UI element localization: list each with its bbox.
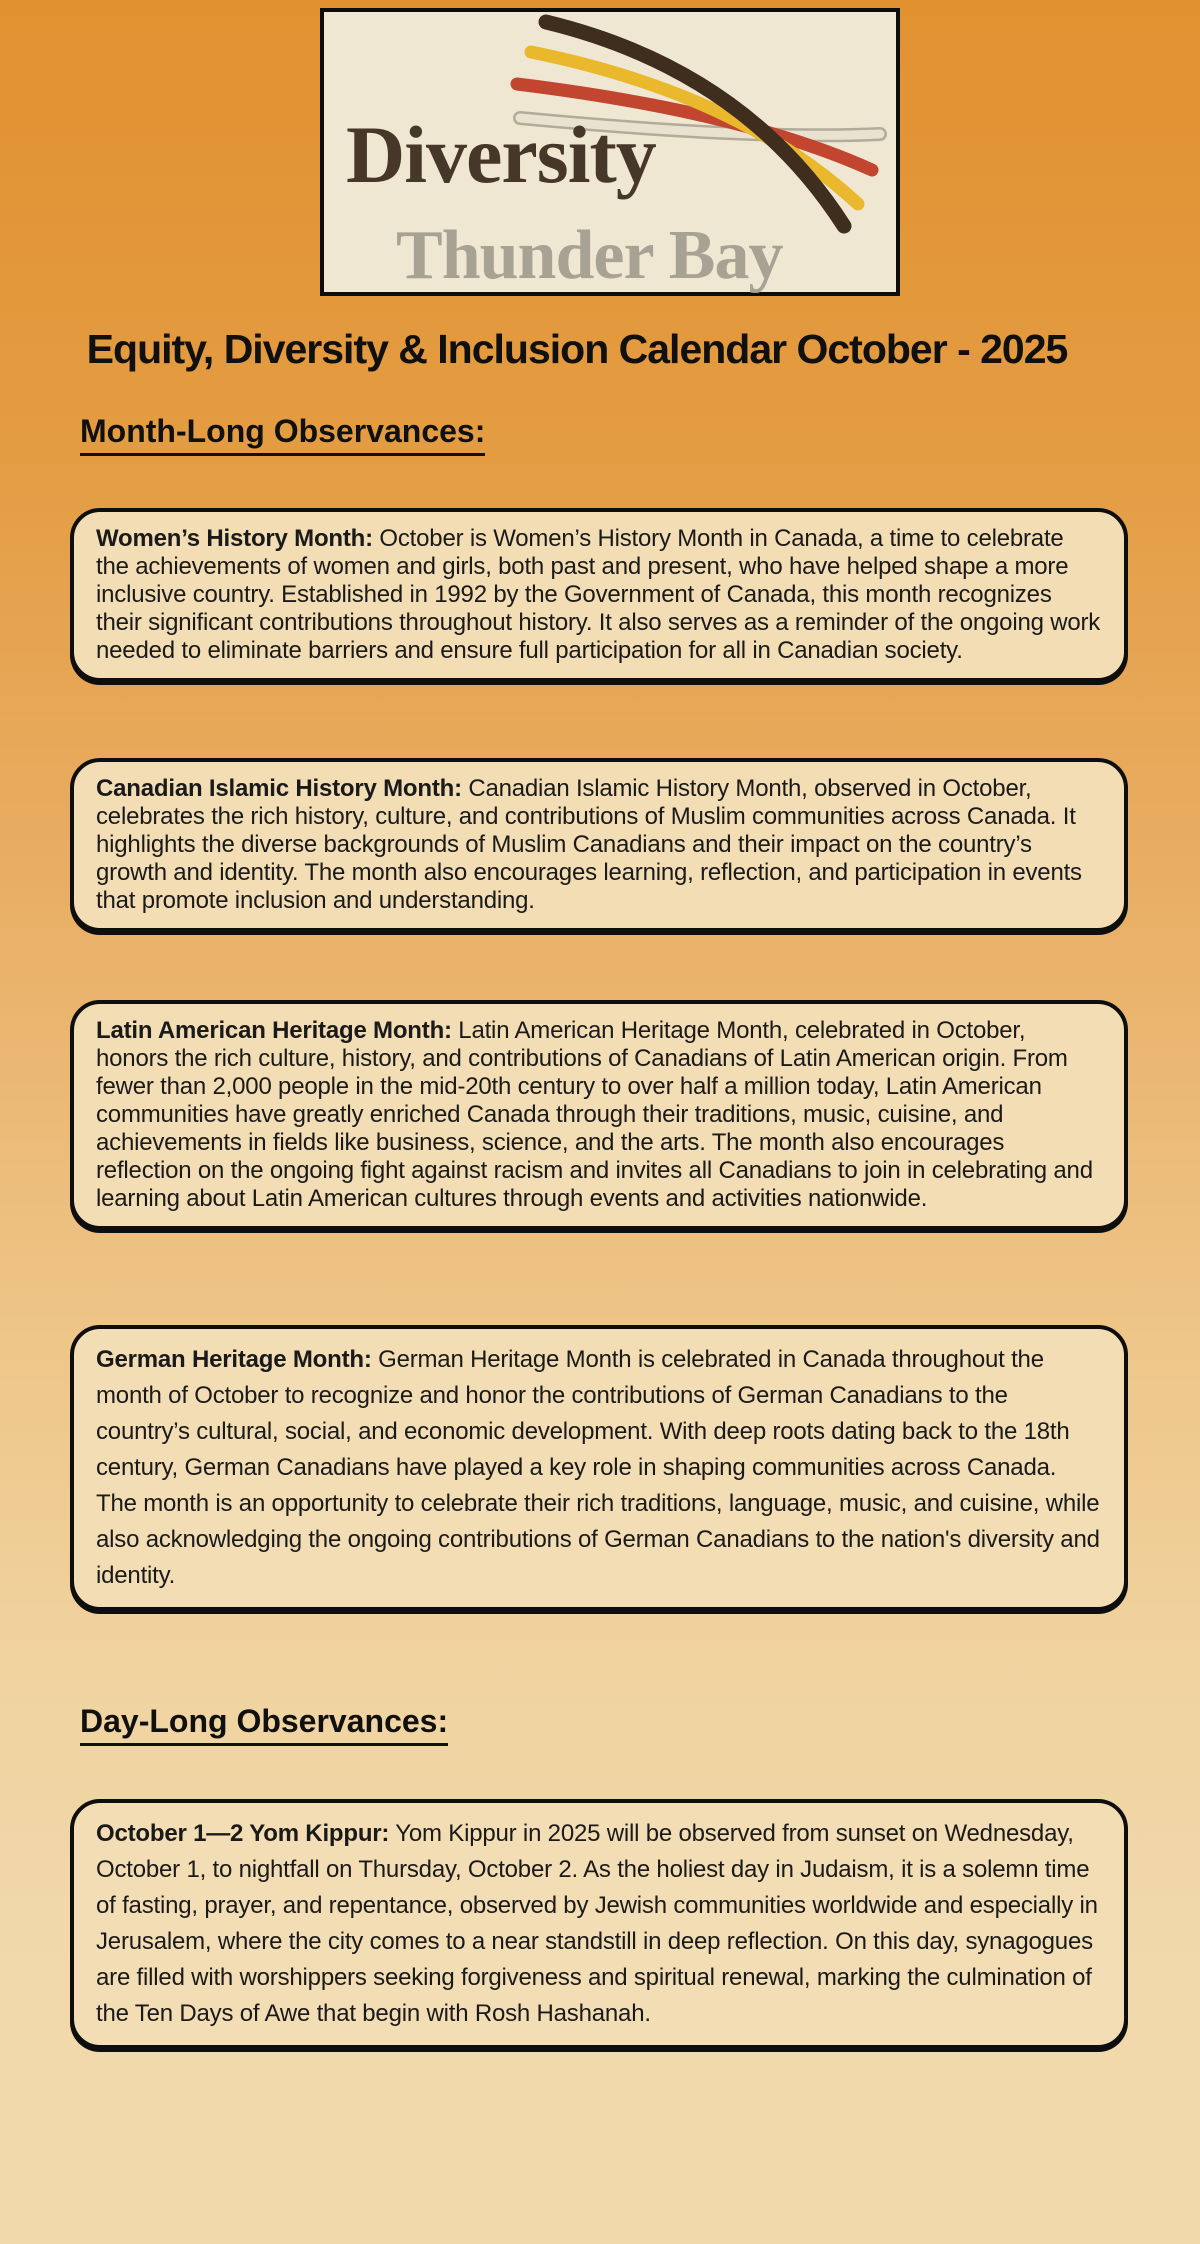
card-body: Latin American Heritage Month, celebrated in October, honors the rich culture, history, and contributions of Canadians of Latin American origin. From fewer than 2,000 people in the mid-20th century to over half a million today, Latin American communities have greatly enriched Canada through their traditions, music, cuisine, and achievements in fields like business, science, and the arts. The month also encourages reflection on the ongoing fight against racism and invites all Canadians to join in celebrating and learning about Latin American cultures through events and activities nationwide. [96, 1017, 1093, 1212]
card-title: Canadian Islamic History Month: [96, 775, 462, 802]
card-title: German Heritage Month: [96, 1346, 372, 1373]
observance-card-german-heritage-month [70, 1325, 1128, 1611]
card-body: Canadian Islamic History Month, observed in October, celebrates the rich history, culture, and contributions of Muslim communities across Canada. It highlights the diverse backgrounds of Muslim Canadians and their impact on the country’s growth and identity. The month also encourages learning, reflection, and participation in events that promote inclusion and understanding. [96, 775, 1082, 914]
observance-card-canadian-islamic-history-month [70, 758, 1128, 932]
card-text [96, 1816, 1102, 2032]
month-long-heading [80, 413, 485, 456]
day-long-heading [80, 1703, 448, 1746]
card-text [96, 525, 1102, 665]
observance-card-yom-kippur [70, 1799, 1128, 2049]
card-text [96, 1017, 1102, 1213]
day-long-heading-text: Day-Long Observances: [80, 1703, 448, 1746]
diversity-thunder-bay-logo [320, 8, 900, 296]
card-body: German Heritage Month is celebrated in Canada throughout the month of October to recognize and honor the contributions of German Canadians to the country’s cultural, social, and economic development. With deep roots dating back to the 18th century, German Canadians have played a key role in shaping communities across Canada. The month is an opportunity to celebrate their rich traditions, language, music, and cuisine, while also acknowledging the ongoing contributions of German Canadians to the nation's diversity and identity. [96, 1346, 1100, 1589]
card-text [96, 1342, 1102, 1594]
card-title: Women’s History Month: [96, 525, 373, 552]
card-title: Latin American Heritage Month: [96, 1017, 452, 1044]
observance-card-womens-history-month [70, 508, 1128, 682]
card-body: October is Women’s History Month in Canada, a time to celebrate the achievements of women and girls, both past and present, who have helped shape a more inclusive country. Established in 1992 by the Government of Canada, this month recognizes their significant contributions throughout history. It also serves as a reminder of the ongoing work needed to eliminate barriers and ensure full participation for all in Canadian society. [96, 525, 1101, 664]
logo-subtitle: Thunder Bay [396, 217, 783, 294]
card-title: October 1—2 Yom Kippur: [96, 1820, 390, 1847]
month-long-heading-text: Month-Long Observances: [80, 413, 485, 456]
page-title: Equity, Diversity & Inclusion Calendar October - 2025 [86, 326, 1068, 372]
card-text [96, 775, 1102, 915]
observance-card-latin-american-heritage-month [70, 1000, 1128, 1230]
logo-title: Diversity [346, 109, 656, 200]
card-body: Yom Kippur in 2025 will be observed from sunset on Wednesday, October 1, to nightfall on Thursday, October 2. As the holiest day in Judaism, it is a solemn time of fasting, prayer, and repentance, observed by Jewish communities worldwide and especially in Jerusalem, where the city comes to a near standstill in deep reflection. On this day, synagogues are filled with worshippers seeking forgiveness and spiritual renewal, marking the culmination of the Ten Days of Awe that begin with Rosh Hashanah. [96, 1820, 1098, 2027]
